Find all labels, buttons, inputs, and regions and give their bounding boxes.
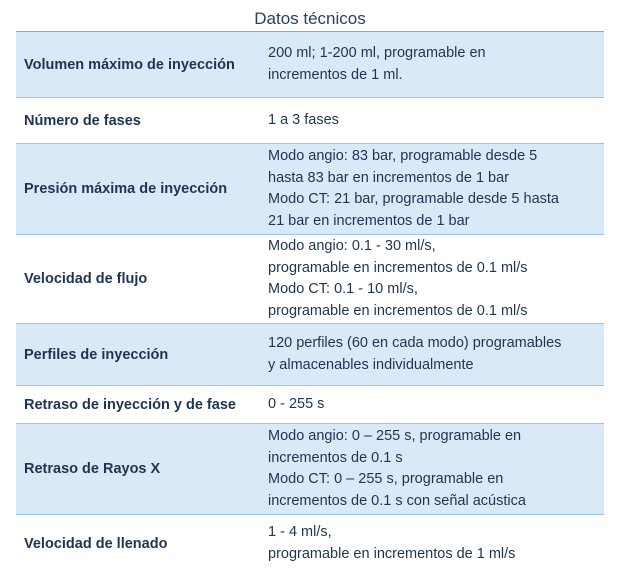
value-line: Modo angio: 0.1 - 30 ml/s,: [268, 238, 436, 254]
value-line: programable en incrementos de 0.1 ml/s: [268, 259, 528, 276]
value-line: 120 perfiles (60 en cada modo) programables: [268, 335, 562, 351]
value-line: hasta 83 bar en incrementos de 1 bar: [268, 169, 510, 186]
table-row-fill-rate: [16, 515, 604, 572]
value-line: 1 a 3 fases: [268, 111, 339, 128]
value-line: incrementos de 1 ml.: [268, 66, 403, 83]
value-line: incrementos de 0.1 s con señal acústica: [268, 492, 526, 509]
table-title: Datos técnicos: [16, 6, 604, 32]
row-value: [260, 522, 604, 565]
row-label: Retraso de inyección y de fase: [24, 396, 236, 413]
row-value: [260, 110, 604, 132]
row-label: Número de fases: [24, 112, 141, 129]
table-row-xray-delay: [16, 424, 604, 515]
row-value: [260, 43, 604, 86]
technical-data-table: [16, 6, 604, 572]
value-line: programable en incrementos de 1 ml/s: [268, 545, 516, 562]
value-line: Modo angio: 0 – 255 s, programable en: [268, 428, 522, 444]
value-line: 21 bar en incrementos de 1 bar: [268, 212, 470, 229]
row-value: [260, 236, 604, 322]
row-value: [260, 394, 604, 416]
table-row-max-pressure: [16, 144, 604, 235]
row-label: Velocidad de flujo: [24, 271, 148, 287]
row-value: [260, 146, 604, 232]
table-row-delay: [16, 386, 604, 424]
value-line: 1 - 4 ml/s,: [268, 524, 332, 540]
row-label: Volumen máximo de inyección: [24, 56, 235, 73]
row-label: Presión máxima de inyección: [24, 181, 228, 197]
value-line: incrementos de 0.1 s: [268, 449, 403, 466]
row-value: [260, 426, 604, 512]
table-row-max-volume: [16, 32, 604, 98]
row-label: Perfiles de inyección: [24, 346, 169, 363]
value-line: Modo CT: 0.1 - 10 ml/s,: [268, 281, 418, 297]
value-line: Modo CT: 21 bar, programable desde 5 hasta: [268, 191, 559, 207]
row-label: Velocidad de llenado: [24, 535, 168, 552]
table-row-phases: [16, 98, 604, 144]
table-row-flow-rate: [16, 235, 604, 324]
value-line: programable en incrementos de 0.1 ml/s: [268, 302, 528, 319]
value-line: Modo CT: 0 – 255 s, programable en: [268, 471, 504, 487]
row-label: Retraso de Rayos X: [24, 461, 161, 477]
value-line: 0 - 255 s: [268, 395, 325, 412]
value-line: Modo angio: 83 bar, programable desde 5: [268, 148, 538, 164]
value-line: y almacenables individualmente: [268, 356, 474, 373]
table-row-profiles: [16, 324, 604, 386]
value-line: 200 ml; 1-200 ml, programable en: [268, 45, 486, 61]
row-value: [260, 333, 604, 376]
